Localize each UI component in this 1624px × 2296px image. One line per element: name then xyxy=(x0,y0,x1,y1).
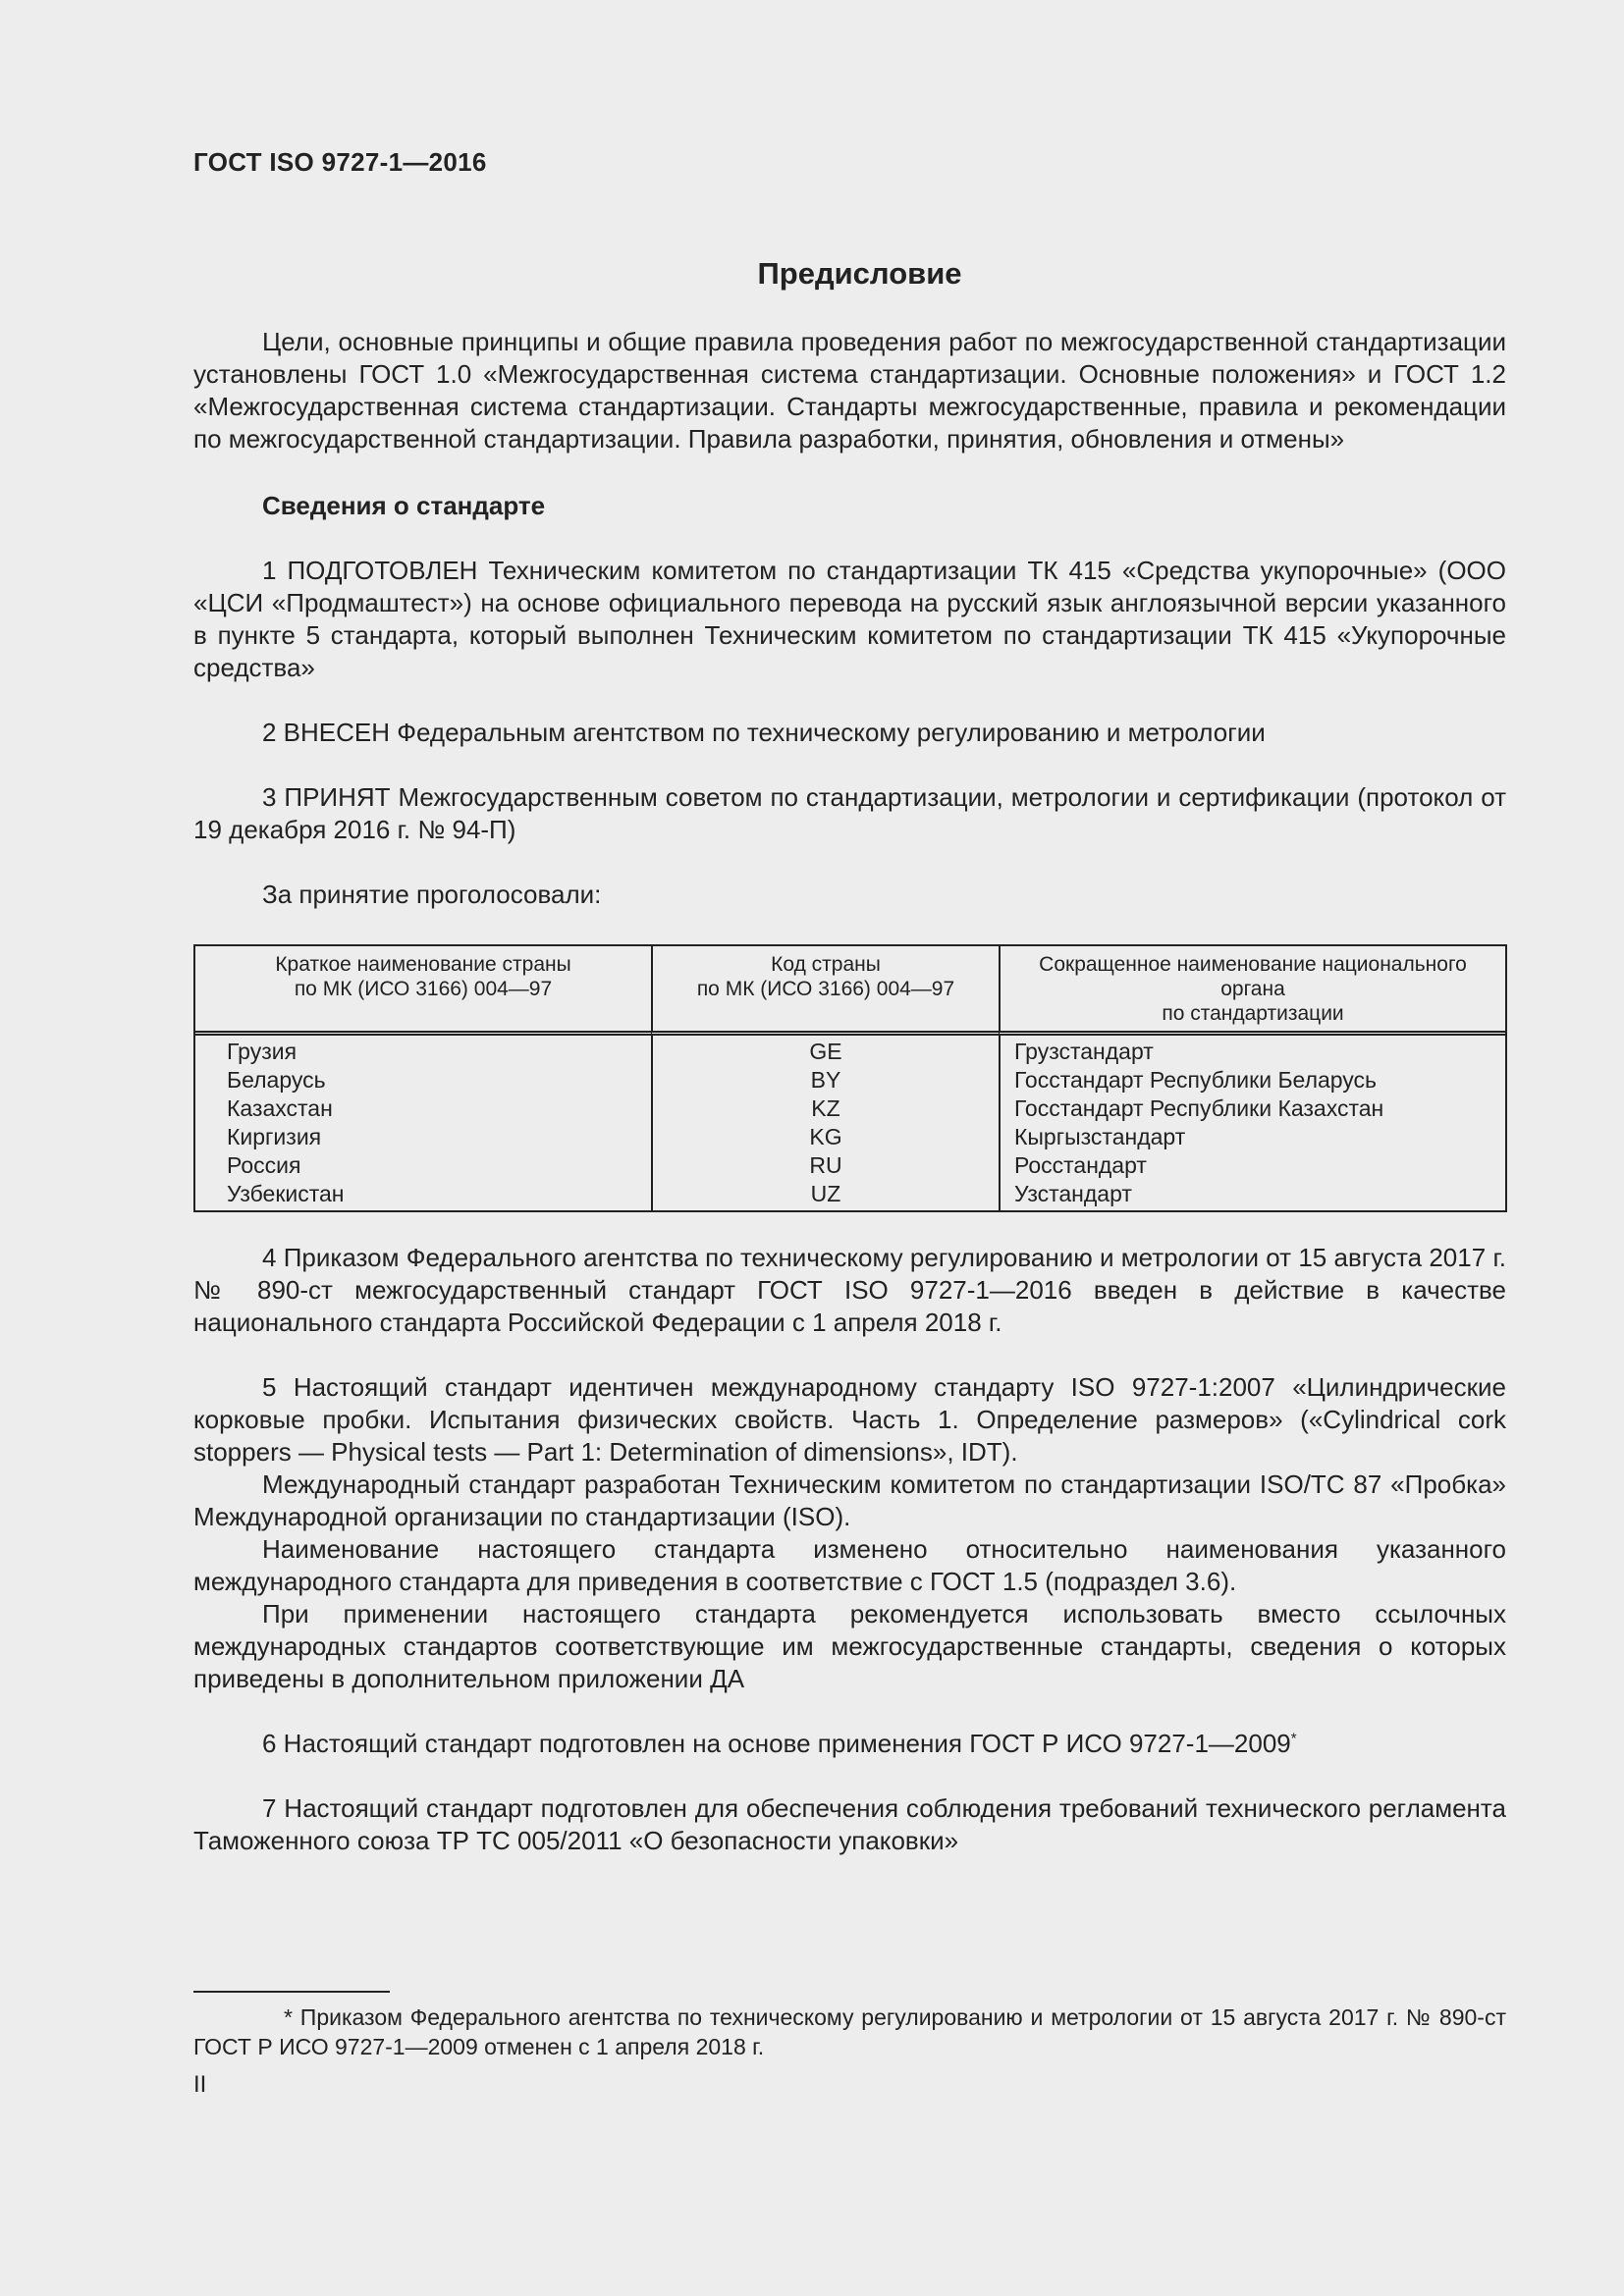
item-5-paragraph: 5 Настоящий стандарт идентичен международному стандарту ISO 9727-1:2007 «Цилиндрические корковые пробки. Испытания физических свойств. Часть 1. Определение размеров» («Cylindrical cork stoppers — Physical tests — Part 1: Determination of dimensions», IDT). xyxy=(193,1372,1506,1467)
standards-body: Госстандарт Республики Беларусь xyxy=(1014,1067,1378,1093)
voted-intro: За принятие проголосовали: xyxy=(262,880,602,909)
page-body xyxy=(193,147,1506,1857)
item-2-paragraph: 2 ВНЕСЕН Федеральным агентством по техническому регулированию и метрологии xyxy=(262,718,1266,747)
table-header-country xyxy=(195,946,651,1036)
item-7-paragraph: 7 Настоящий стандарт подготовлен для обеспечения соблюдения требований технического регламента Таможенного союза ТР ТС 005/2011 «О безопасности упаковки» xyxy=(193,1793,1506,1855)
page-title: Предисловие xyxy=(757,256,962,291)
country-name: Грузия xyxy=(227,1039,298,1064)
country-name: Казахстан xyxy=(227,1095,333,1121)
footnote-marker: * xyxy=(1290,1730,1297,1747)
table-header-body xyxy=(999,946,1505,1036)
item-5-paragraph-continued: Международный стандарт разработан Техническим комитетом по стандартизации ISO/TC 87 «Пробка» Международной организации по стандартизации (ISO). xyxy=(193,1469,1506,1531)
country-code: KG xyxy=(809,1124,842,1149)
country-name: Узбекистан xyxy=(227,1181,345,1206)
item-5-paragraph-continued: Наименование настоящего стандарта изменено относительно наименования указанного международного стандарта для приведения в соответствие с ГОСТ 1.5 (подраздел 3.6). xyxy=(193,1534,1506,1596)
standards-body: Росстандарт xyxy=(1014,1152,1147,1178)
item-4-paragraph: 4 Приказом Федерального агентства по техническому регулированию и метрологии от 15 августа 2017 г. № 890-ст межгосударственный стандарт ГОСТ ISO 9727-1—2016 введен в действие в качестве национального стандарта Российской Федерации с 1 апреля 2018 г. xyxy=(193,1243,1506,1337)
standards-body: Грузстандарт xyxy=(1014,1039,1154,1064)
country-code: KZ xyxy=(811,1095,840,1121)
section-heading: Сведения о стандарте xyxy=(262,491,546,520)
standards-body-column xyxy=(999,1036,1505,1210)
countries-table xyxy=(193,944,1507,1212)
country-code: GE xyxy=(809,1039,842,1064)
table-body-row xyxy=(195,1036,1505,1210)
standards-body: Кыргызстандарт xyxy=(1014,1124,1186,1149)
country-name: Россия xyxy=(227,1152,301,1178)
item-6-text: 6 Настоящий стандарт подготовлен на основе применения ГОСТ Р ИСО 9727-1—2009 xyxy=(262,1729,1291,1758)
country-name: Киргизия xyxy=(227,1124,322,1149)
country-name: Беларусь xyxy=(227,1067,326,1093)
header-line: по стандартизации xyxy=(1162,1002,1344,1025)
header-line: по МК (ИСО 3166) 004—97 xyxy=(294,978,553,1000)
intro-paragraph: Цели, основные принципы и общие правила проведения работ по межгосударственной стандартизации установлены ГОСТ 1.0 «Межгосударственная система стандартизации. Основные положения» и ГОСТ 1.2 «Межгосударственная система стандартизации. Стандарты межгосударственные, правила и рекомендации по межгосударственной стандартизации. Правила разработки, принятия, обновления и отмены» xyxy=(193,327,1506,454)
item-5-paragraph-continued: При применении настоящего стандарта рекомендуется использовать вместо ссылочных международных стандартов соответствующие им межгосударственные стандарты, сведения о которых приведены в дополнительном приложении ДА xyxy=(193,1599,1506,1693)
document-code: ГОСТ ISO 9727-1—2016 xyxy=(193,147,487,177)
footnote: * Приказом Федерального агентства по техническому регулированию и метрологии от 15 августа 2017 г. № 890-ст ГОСТ Р ИСО 9727-1—2009 отменен с 1 апреля 2018 г. xyxy=(193,2004,1506,2059)
footnote-divider xyxy=(193,1991,390,1993)
country-code: BY xyxy=(810,1067,841,1093)
header-line: по МК (ИСО 3166) 004—97 xyxy=(696,978,955,1000)
code-column xyxy=(651,1036,999,1210)
standards-body: Госстандарт Республики Казахстан xyxy=(1014,1095,1384,1121)
header-line: Сокращенное наименование национального органа xyxy=(1039,953,1467,1000)
item-6-paragraph xyxy=(193,1728,1506,1760)
table-header-row xyxy=(195,946,1505,1036)
table-header-code xyxy=(651,946,999,1036)
header-line: Краткое наименование страны xyxy=(275,953,571,976)
page-number: II xyxy=(193,2071,207,2098)
item-1-paragraph: 1 ПОДГОТОВЛЕН Техническим комитетом по стандартизации ТК 415 «Средства укупорочные» (ООО «ЦСИ «Продмаштест») на основе официального перевода на русский язык англоязычной версии указанного в пункте 5 стандарта, который выполнен Техническим комитетом по стандартизации ТК 415 «Укупорочные средства» xyxy=(193,556,1506,682)
header-line: Код страны xyxy=(771,953,881,976)
country-code: RU xyxy=(809,1152,842,1178)
country-code: UZ xyxy=(810,1181,841,1206)
country-column xyxy=(195,1036,651,1210)
item-3-paragraph: 3 ПРИНЯТ Межгосударственным советом по стандартизации, метрологии и сертификации (протокол от 19 декабря 2016 г. № 94-П) xyxy=(193,782,1506,844)
standards-body: Узстандарт xyxy=(1014,1181,1132,1206)
